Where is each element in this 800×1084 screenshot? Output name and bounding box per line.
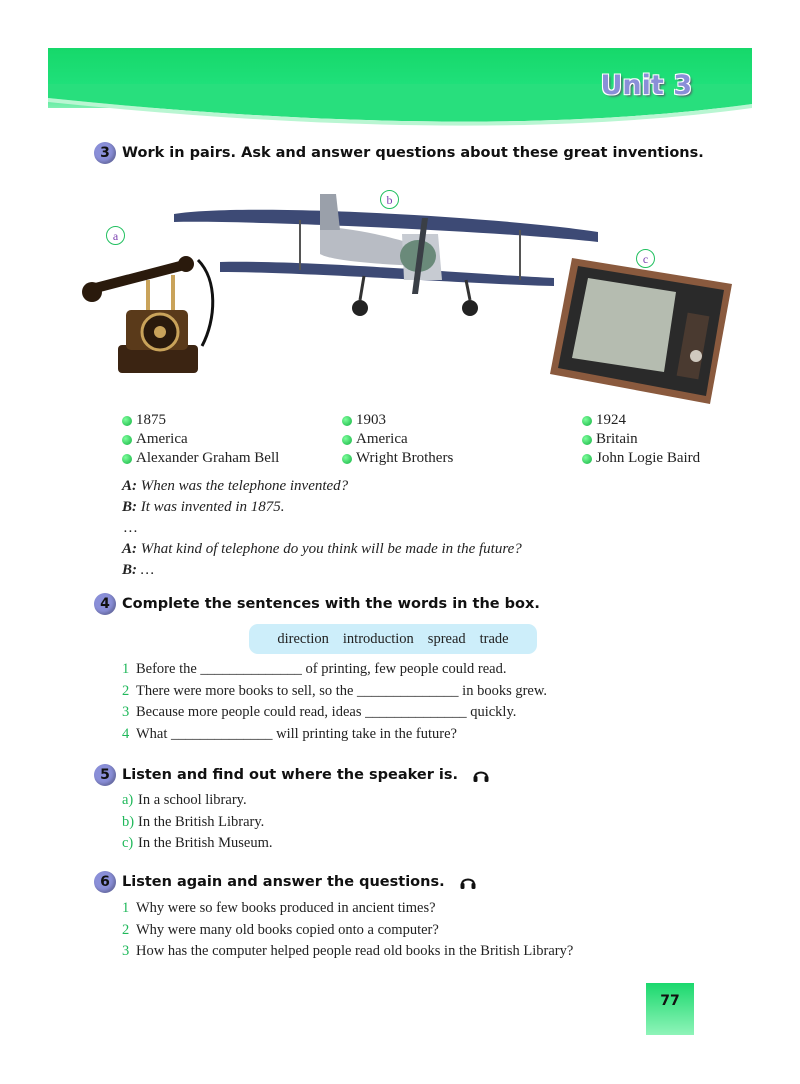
dialog-line: B: … xyxy=(122,562,155,578)
dialog-line: A: What kind of telephone do you think will be made in the future? xyxy=(122,541,522,557)
airplane-image xyxy=(170,190,602,325)
bullet-icon xyxy=(342,454,352,464)
word: spread xyxy=(427,630,466,647)
exercise-4-header xyxy=(94,593,540,615)
bullet-icon xyxy=(342,416,352,426)
list-item: 3 Because more people could read, ideas ______________ quickly. xyxy=(122,704,517,720)
headphones-icon xyxy=(459,873,477,891)
word: direction xyxy=(277,630,329,647)
fact-item: 1924 xyxy=(582,411,700,430)
dialog-line: B: It was invented in 1875. xyxy=(122,499,285,515)
exercise-heading: Work in pairs. Ask and answer questions about these great inventions. xyxy=(122,145,704,161)
word-box xyxy=(249,624,537,654)
exercise-heading: Listen again and answer the questions. xyxy=(122,874,445,890)
list-item: a) In a school library. xyxy=(122,792,247,808)
facts-telephone xyxy=(122,411,279,468)
list-item: 1 Why were so few books produced in ancient times? xyxy=(122,900,436,916)
fact-item: Alexander Graham Bell xyxy=(122,449,279,468)
label-b: b xyxy=(380,190,399,209)
exercise-number: 4 xyxy=(94,593,116,615)
label-c: c xyxy=(636,249,655,268)
exercise-6-questions xyxy=(122,898,573,963)
exercise-3-header xyxy=(94,142,704,164)
example-dialog xyxy=(122,476,522,581)
exercise-number: 3 xyxy=(94,142,116,164)
exercise-heading: Listen and find out where the speaker is. xyxy=(122,767,459,783)
headphones-icon xyxy=(472,766,490,784)
facts-television xyxy=(582,411,700,468)
list-item: 2 Why were many old books copied onto a computer? xyxy=(122,921,439,938)
dialog-line: … xyxy=(124,520,138,536)
unit-title: Unit 3 xyxy=(600,70,692,101)
fact-item: John Logie Baird xyxy=(582,449,700,468)
exercise-number: 6 xyxy=(94,871,116,893)
list-item: 1 Before the ______________ of printing, few people could read. xyxy=(122,661,507,677)
fact-item: 1903 xyxy=(342,411,453,430)
list-item: 3 How has the computer helped people read old books in the British Library? xyxy=(122,943,574,959)
fact-item: Wright Brothers xyxy=(342,449,453,468)
dialog-line: A: When was the telephone invented? xyxy=(122,478,349,494)
bullet-icon xyxy=(122,416,132,426)
list-item: c) In the British Museum. xyxy=(122,835,273,851)
fact-item: Britain xyxy=(582,430,700,449)
bullet-icon xyxy=(342,435,352,445)
bullet-icon xyxy=(582,416,592,426)
fact-item: America xyxy=(122,430,279,449)
list-item: b) In the British Library. xyxy=(122,813,265,830)
label-a: a xyxy=(106,226,125,245)
exercise-6-header xyxy=(94,871,477,893)
page-number: 77 xyxy=(660,993,680,1009)
facts-airplane xyxy=(342,411,453,468)
bullet-icon xyxy=(122,435,132,445)
exercise-heading: Complete the sentences with the words in the box. xyxy=(122,596,540,612)
bullet-icon xyxy=(582,435,592,445)
page-number-box xyxy=(646,983,694,1035)
list-item: 2 There were more books to sell, so the ______________ in books grew. xyxy=(122,682,548,699)
bullet-icon xyxy=(122,454,132,464)
word: introduction xyxy=(342,630,414,647)
bullet-icon xyxy=(582,454,592,464)
word: trade xyxy=(479,630,509,647)
exercise-5-header xyxy=(94,764,490,786)
fact-item: 1875 xyxy=(122,411,279,430)
exercise-5-options xyxy=(122,790,273,855)
fact-item: America xyxy=(342,430,453,449)
list-item: 4 What ______________ will printing take in the future? xyxy=(122,725,457,742)
exercise-number: 5 xyxy=(94,764,116,786)
exercise-4-sentences xyxy=(122,659,547,745)
television-image xyxy=(548,256,734,406)
